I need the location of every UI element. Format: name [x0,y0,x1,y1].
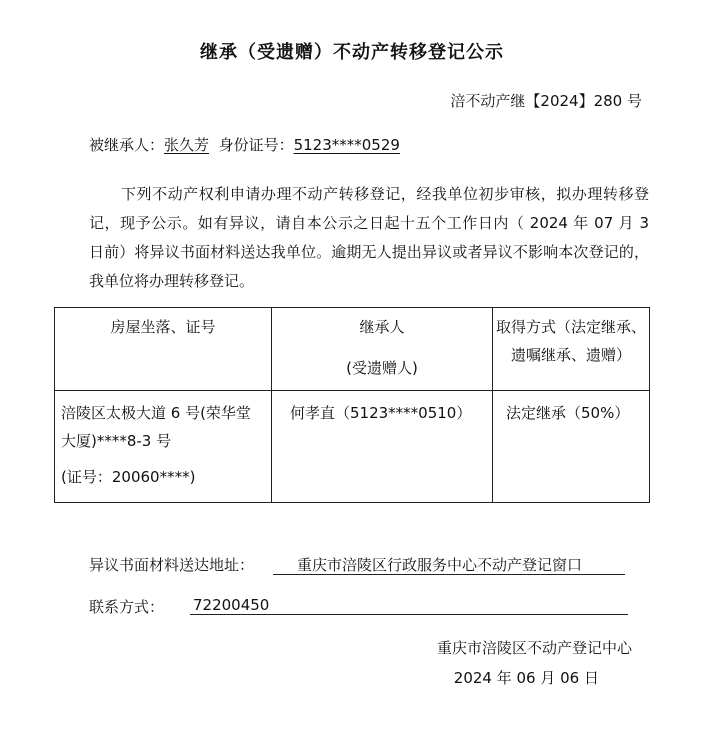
address-label: 异议书面材料送达地址： [89,556,255,574]
header-heir: 继承人 (受遗赠人) [272,308,493,391]
notice-paragraph: 下列不动产权利申请办理不动产转移登记，经我单位初步审核，拟办理转移登记，现予公示。如有异议，请自本公示之日起十五个工作日内（ 2024 年 07 月 3 日前）将异议书面材料送达我单位。逾期无人提出异议或者异议不影响本次登记的，我单位将办理转移登记。 [89,185,649,290]
header-location: 房屋坐落、证号 [55,308,272,391]
cell-method: 法定继承（50%） [493,391,650,503]
contact-underline [190,614,628,615]
id-label: 身份证号： [218,136,294,154]
decedent-id-number: 5123****0529 [293,136,400,154]
certificate-number: (证号：20060****) [61,468,196,486]
issue-date: 2024 年 06 月 06 日 [453,669,599,687]
page-title: 继承（受遗赠）不动产转移登记公示 [200,42,504,63]
contact-value: 72200450 [193,596,270,614]
decedent-label: 被继承人： [89,136,165,154]
document-number: 涪不动产继【2024】280 号 [450,92,642,110]
decedent-name: 张久芳 [164,136,210,154]
header-method: 取得方式（法定继承、遗嘱继承、遗赠） [493,308,650,391]
cell-location [55,391,272,503]
address-underline [273,574,625,575]
table-row [55,391,650,503]
cell-heir: 何孝直（5123****0510） [272,391,493,503]
issuer: 重庆市涪陵区不动产登记中心 [436,639,632,657]
decedent-info [89,134,400,155]
location-text: 涪陵区太极大道 6 号(荣华堂大厦)****8-3 号 [61,404,251,450]
table-header-row [55,308,650,391]
property-table [54,307,650,503]
contact-label: 联系方式： [89,598,165,616]
header-heir-sub: (受遗赠人) [346,359,418,377]
address-value: 重庆市涪陵区行政服务中心不动产登记窗口 [297,556,583,574]
